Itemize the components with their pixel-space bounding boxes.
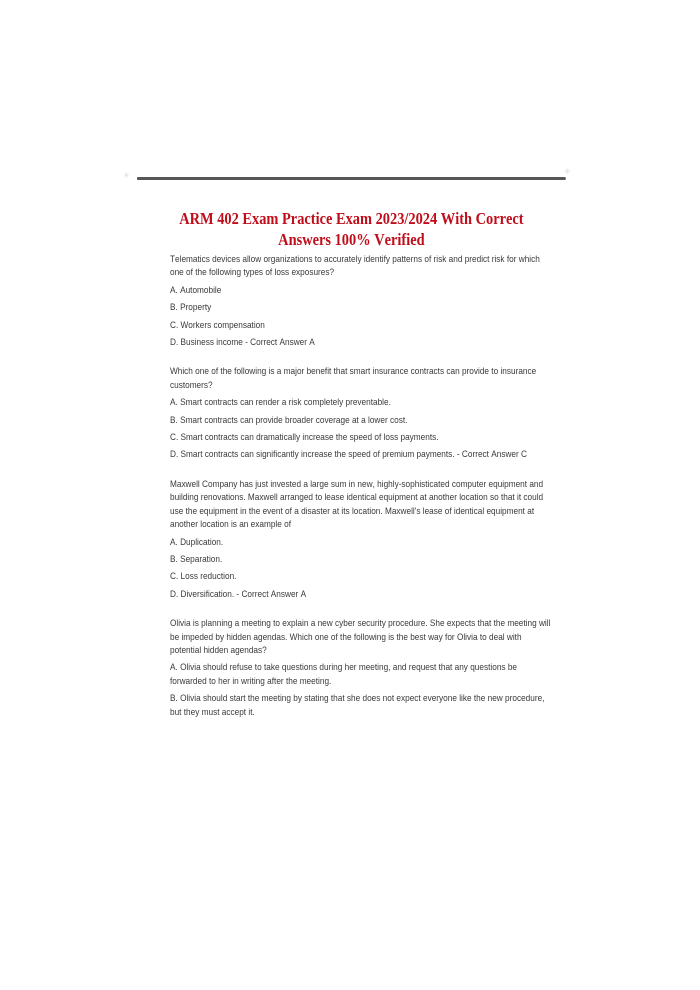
answer-option: B. Property: [169, 302, 212, 314]
horizontal-rule: [137, 177, 566, 180]
answer-option: A. Automobile: [169, 284, 222, 296]
answer-option: C. Workers compensation: [169, 319, 265, 331]
answer-option: A. Smart contracts can render a risk completely preventable.: [169, 397, 391, 409]
question-block: [170, 617, 552, 719]
question-block: [170, 478, 552, 601]
question-block: [170, 365, 552, 461]
answer-option: D. Smart contracts can significantly increase the speed of premium payments. - Correct Answer C: [169, 449, 528, 461]
answer-option: D. Business income - Correct Answer A: [169, 337, 315, 349]
answer-option: C. Loss reduction.: [169, 571, 237, 583]
page-title: [137, 208, 566, 250]
question-text: Telematics devices allow organizations to accurately identify patterns of risk and predict risk for which one of the following types of loss exposures?: [169, 254, 540, 279]
sparkle-icon: ✳: [123, 171, 130, 180]
question-text: Maxwell Company has just invested a large sum in new, highly-sophisticated computer equipment and building renovations. Maxwell arranged to lease identical equipment at another location so that it could use the equipment in the event of a disaster at its location. Maxwell's lease of identical equipment at another location is an example of: [169, 478, 544, 531]
questions-list: [170, 253, 552, 719]
page-title-line-2: Answers 100% Verified: [278, 230, 425, 249]
question-text: Which one of the following is a major benefit that smart insurance contracts can provide to insurance customers?: [169, 366, 537, 391]
answer-option: C. Smart contracts can dramatically increase the speed of loss payments.: [169, 432, 439, 444]
sparkle-icon: ✳: [564, 167, 571, 176]
answer-option: A. Olivia should refuse to take questions during her meeting, and request that any questions be forwarded to her in writing after the meeting.: [169, 662, 517, 687]
question-block: [170, 253, 552, 349]
answer-option: B. Separation.: [169, 553, 223, 565]
document-body: [137, 0, 566, 723]
answer-option: A. Duplication.: [169, 536, 224, 548]
answer-option: B. Olivia should start the meeting by stating that she does not expect everyone like the new procedure, but they must accept it.: [169, 693, 545, 718]
answer-option: B. Smart contracts can provide broader coverage at a lower cost.: [169, 414, 408, 426]
answer-option: D. Diversification. - Correct Answer A: [169, 588, 307, 600]
page-title-line-1: ARM 402 Exam Practice Exam 2023/2024 With Correct: [179, 209, 524, 228]
question-text: Olivia is planning a meeting to explain a new cyber security procedure. She expects that the meeting will be impeded by hidden agendas. Which one of the following is the best way for Olivia to deal with potential hidden agendas?: [169, 618, 551, 656]
